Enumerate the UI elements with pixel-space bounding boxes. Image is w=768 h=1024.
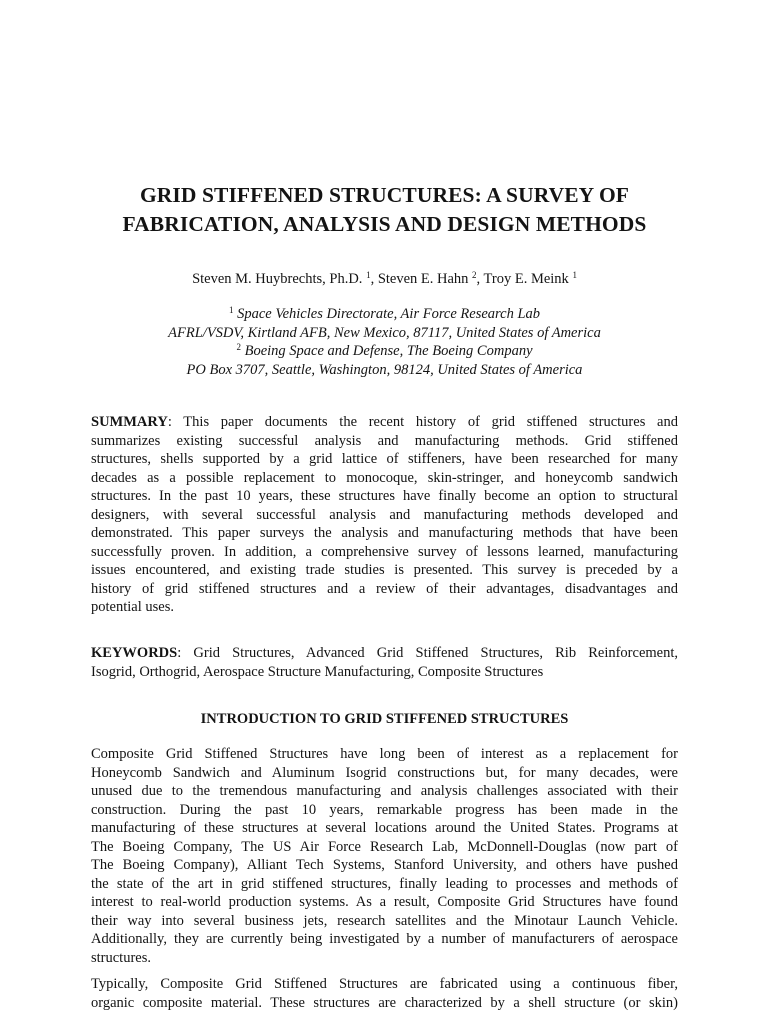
summary-line: structures, shells supported by a grid lattice of stiffeners, have been researched for many <box>91 451 678 467</box>
summary-line: issues encountered, and existing trade studies is presented. This survey is preceded by a <box>91 562 678 578</box>
affiliation-line <box>91 305 678 324</box>
author-name: Steven M. Huybrechts, Ph.D. <box>192 271 363 287</box>
affiliation-marker: 1 <box>228 305 234 315</box>
body-line: construction. During the past 10 years, remarkable progress has been made in the <box>91 801 678 818</box>
summary-line: designers, with several successful analysis and manufacturing methods developed and <box>91 506 678 523</box>
summary-line: potential uses. <box>91 599 174 615</box>
keywords-line <box>91 644 678 663</box>
summary-line: demonstrated. This paper surveys the analysis and manufacturing methods that have been <box>91 525 678 541</box>
summary-paragraph <box>91 413 678 617</box>
body-line: Honeycomb Sandwich and Aluminum Isogrid constructions but, for many decades, were <box>91 764 678 781</box>
body-line: structures. <box>91 949 151 966</box>
section-heading: INTRODUCTION TO GRID STIFFENED STRUCTURES <box>200 711 569 727</box>
body-line: Composite Grid Stiffened Structures have long been of interest as a replacement for <box>91 746 678 762</box>
author-list <box>91 270 678 288</box>
author-affiliation-marker: 1 <box>366 270 371 280</box>
affiliation-marker: 2 <box>236 342 241 353</box>
author-affiliation-marker: 2 <box>472 270 477 280</box>
affiliation-text: Space Vehicles Directorate, Air Force Research Lab <box>237 306 541 322</box>
keywords-line: Isogrid, Orthogrid, Aerospace Structure Manufacturing, Composite Structures <box>91 663 544 680</box>
body-line: Typically, Composite Grid Stiffened Structures are fabricated using a continuous fiber, <box>91 976 678 992</box>
summary-line: history of grid stiffened structures and a review of their advantages, disadvantages and <box>91 580 678 597</box>
summary-line: successfully proven. In addition, a comprehensive survey of lessons learned, manufacturing <box>91 543 678 560</box>
author-affiliation-marker: 1 <box>572 270 577 280</box>
author-name: , Steven E. Hahn <box>370 271 469 287</box>
summary-line <box>91 413 678 432</box>
body-line: The Boeing Company, The US Air Force Research Lab, McDonnell-Douglas (now part of <box>91 838 678 855</box>
keywords-text: : Grid Structures, Advanced Grid Stiffened Structures, Rib Reinforcement, <box>177 645 678 661</box>
affiliation-line <box>91 342 678 361</box>
body-line: Additionally, they are currently being investigated by a number of manufacturers of aerospace <box>91 931 678 947</box>
affiliation-line: AFRL/VSDV, Kirtland AFB, New Mexico, 87117, United States of America <box>168 324 601 341</box>
body-line: unused due to the tremendous manufacturing and analysis challenges associated with their <box>91 783 678 799</box>
summary-line: decades as a possible replacement to monocoque, skin-stringer, and honeycomb sandwich <box>91 469 678 486</box>
intro-paragraph-1 <box>91 745 678 967</box>
paper-title <box>91 181 678 239</box>
affiliations <box>91 305 678 379</box>
summary-line: summarizes existing successful analysis and manufacturing methods. Grid stiffened <box>91 432 678 449</box>
keywords-label: KEYWORDS <box>91 645 178 661</box>
paper-title-line-2: FABRICATION, ANALYSIS AND DESIGN METHODS <box>122 212 647 236</box>
body-line: The Boeing Company), Alliant Tech Systems, Stanford University, and others have pushed <box>91 857 678 873</box>
body-line: the state of the art in grid stiffened structures, finally leading to processes and methods of <box>91 875 678 892</box>
summary-line: structures. In the past 10 years, these structures have finally become an option to structural <box>91 488 678 504</box>
keywords-paragraph <box>91 644 678 681</box>
summary-label: SUMMARY <box>91 414 168 430</box>
summary-text: : This paper documents the recent history of grid stiffened structures and <box>167 414 678 430</box>
intro-paragraph-2 <box>91 975 678 1012</box>
body-line: their way into several business jets, research satellites and the Minotaur Launch Vehicle. <box>91 912 678 929</box>
paper-title-line-1: GRID STIFFENED STRUCTURES: A SURVEY OF <box>139 183 630 207</box>
affiliation-line: PO Box 3707, Seattle, Washington, 98124, United States of America <box>186 361 583 378</box>
author-name: , Troy E. Meink <box>476 271 569 287</box>
body-line: interest to real-world production systems. As a result, Composite Grid Structures have found <box>91 894 678 910</box>
body-line: manufacturing of these structures at several locations around the United States. Programs at <box>91 820 678 836</box>
affiliation-text: Boeing Space and Defense, The Boeing Company <box>244 343 533 360</box>
body-line: organic composite material. These structures are characterized by a shell structure (or skin) <box>91 994 678 1011</box>
